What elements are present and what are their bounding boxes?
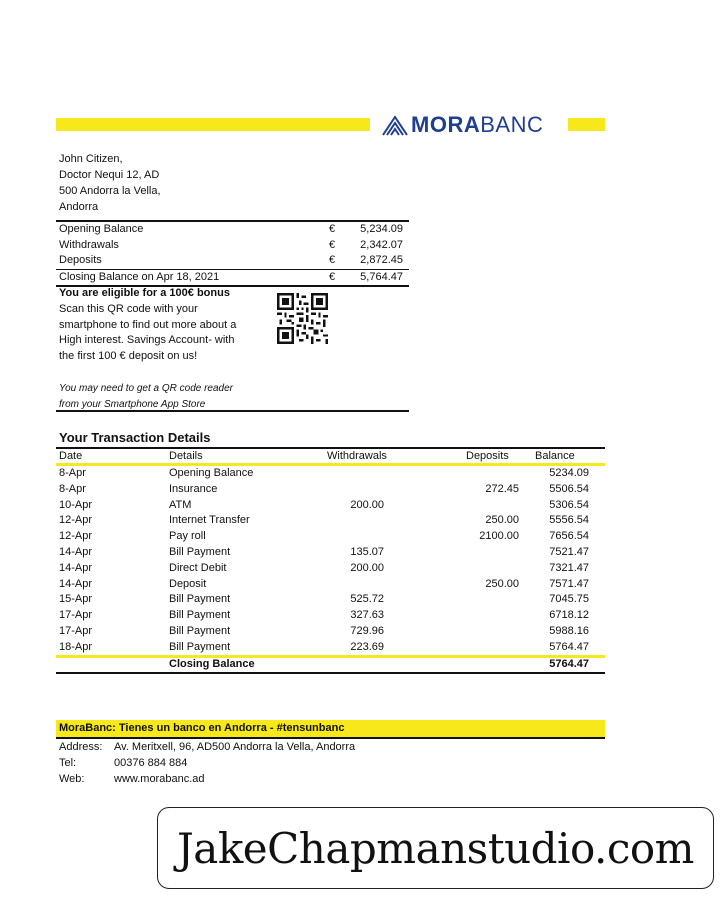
cell-details: Insurance xyxy=(169,482,218,495)
cell-date: 14-Apr xyxy=(59,545,93,558)
cell-date: 18-Apr xyxy=(59,640,93,653)
cell-balance: 7045.75 xyxy=(549,593,589,606)
customer-country: Andorra xyxy=(59,201,99,213)
cell-balance: 7571.47 xyxy=(549,577,589,590)
currency-symbol: € xyxy=(329,238,336,251)
bonus-text-line: Scan this QR code with your xyxy=(59,302,198,315)
table-row xyxy=(56,498,605,514)
header-yellow-bar-left xyxy=(56,118,370,131)
footer-address-row xyxy=(59,739,459,755)
bonus-heading: You are eligible for a 100€ bonus xyxy=(59,287,230,299)
cell-details: Internet Transfer xyxy=(169,514,250,527)
header-date: Date xyxy=(59,450,83,462)
cell-balance: 5556.54 xyxy=(549,514,589,527)
transactions-bottom-rule xyxy=(56,672,605,674)
address-value: Av. Meritxell, 96, AD500 Andorra la Vella, Andorra xyxy=(114,741,356,753)
qr-note-line: You may need to get a QR code reader xyxy=(59,383,233,394)
cell-date: 8-Apr xyxy=(59,482,86,495)
cell-details: Bill Payment xyxy=(169,640,231,653)
summary-value: 2,872.45 xyxy=(360,254,403,266)
cell-deposit: 272.45 xyxy=(485,482,519,495)
cell-details: Pay roll xyxy=(169,530,206,543)
footer-contact xyxy=(59,739,459,787)
cell-withdrawal: 223.69 xyxy=(350,640,384,653)
table-row xyxy=(56,624,605,640)
summary-row-opening xyxy=(56,222,409,238)
cell-date: 17-Apr xyxy=(59,624,93,637)
cell-details: Bill Payment xyxy=(169,593,231,606)
cell-details: Bill Payment xyxy=(169,545,231,558)
footer-slogan: MoraBanc: Tienes un banco en Andorra - #tensunbanc xyxy=(59,722,345,734)
cell-details: Opening Balance xyxy=(169,467,254,479)
table-row xyxy=(56,592,605,608)
logo-text-light: BANC xyxy=(480,112,544,137)
customer-name: John Citizen, xyxy=(59,153,123,165)
cell-withdrawal: 200.00 xyxy=(350,498,384,511)
summary-closing-label: Closing Balance on Apr 18, 2021 xyxy=(59,270,220,283)
cell-withdrawal: 729.96 xyxy=(350,624,384,637)
footer-tel-row xyxy=(59,755,459,771)
cell-balance: 7521.47 xyxy=(549,545,589,558)
bonus-divider xyxy=(56,410,409,412)
cell-withdrawal: 525.72 xyxy=(350,593,384,606)
transactions-title: Your Transaction Details xyxy=(59,430,211,445)
header-balance: Balance xyxy=(535,450,575,462)
bonus-text-line: smartphone to find out more about a xyxy=(59,318,237,331)
cell-details: Direct Debit xyxy=(169,561,227,574)
header-withdrawals: Withdrawals xyxy=(327,450,387,462)
cell-deposit: 250.00 xyxy=(485,514,519,527)
bank-logo xyxy=(382,112,543,138)
summary-value: 2,342.07 xyxy=(360,238,403,251)
qr-reader-note xyxy=(59,381,233,412)
cell-details: Bill Payment xyxy=(169,624,231,637)
table-row xyxy=(56,577,605,593)
bonus-text-line: High interest. Savings Account- with xyxy=(59,334,235,347)
summary-row-withdrawals xyxy=(56,238,409,254)
web-label: Web: xyxy=(59,773,85,785)
cell-details: Bill Payment xyxy=(169,609,231,622)
watermark-box xyxy=(157,807,714,889)
footer-web-row xyxy=(59,771,459,787)
qr-code-icon xyxy=(277,293,328,344)
closing-balance-label: Closing Balance xyxy=(169,658,255,670)
cell-withdrawal: 327.63 xyxy=(350,609,384,622)
currency-symbol: € xyxy=(329,270,336,283)
cell-balance: 5306.54 xyxy=(549,498,589,511)
customer-city: 500 Andorra la Vella, xyxy=(59,185,161,197)
transactions-closing-row xyxy=(56,658,605,672)
table-row xyxy=(56,640,605,656)
header-yellow-bar-right xyxy=(568,118,605,131)
cell-balance: 7656.54 xyxy=(549,530,589,543)
tel-label: Tel: xyxy=(59,757,77,769)
address-label: Address: xyxy=(59,741,103,753)
closing-balance-value: 5764.47 xyxy=(549,658,589,670)
qr-note-line: from your Smartphone App Store xyxy=(59,398,206,410)
cell-withdrawal: 135.07 xyxy=(350,545,384,558)
cell-details: Deposit xyxy=(169,577,207,590)
cell-date: 14-Apr xyxy=(59,577,93,590)
currency-symbol: € xyxy=(329,254,336,266)
cell-balance: 5506.54 xyxy=(549,482,589,495)
cell-date: 12-Apr xyxy=(59,530,93,543)
currency-symbol: € xyxy=(329,223,336,235)
account-summary xyxy=(56,220,409,287)
bonus-text-line: the first 100 € deposit on us! xyxy=(59,350,198,363)
cell-date: 15-Apr xyxy=(59,593,93,606)
customer-street: Doctor Nequi 12, AD xyxy=(59,169,160,181)
summary-label: Deposits xyxy=(59,254,102,266)
summary-closing-value: 5,764.47 xyxy=(360,270,403,283)
summary-value: 5,234.09 xyxy=(360,223,403,235)
summary-label: Opening Balance xyxy=(59,223,144,235)
header-deposits: Deposits xyxy=(466,450,509,462)
transactions-table-body xyxy=(56,466,605,656)
bonus-promo xyxy=(59,286,259,365)
header-details: Details xyxy=(169,450,203,462)
cell-date: 17-Apr xyxy=(59,609,93,622)
cell-balance: 5988.16 xyxy=(549,624,589,637)
table-row xyxy=(56,561,605,577)
cell-balance: 5234.09 xyxy=(549,467,589,479)
tel-value: 00376 884 884 xyxy=(114,757,188,769)
transactions-header-row xyxy=(56,449,605,463)
cell-deposit: 250.00 xyxy=(485,577,519,590)
summary-row-deposits xyxy=(56,253,409,269)
cell-deposit: 2100.00 xyxy=(479,530,519,543)
cell-date: 14-Apr xyxy=(59,561,93,574)
logo-text-bold: MORA xyxy=(411,112,481,137)
table-row xyxy=(56,608,605,624)
web-value[interactable]: www.morabanc.ad xyxy=(114,773,205,785)
cell-date: 12-Apr xyxy=(59,514,93,527)
summary-row-closing xyxy=(56,269,409,288)
table-row xyxy=(56,513,605,529)
morabanc-chevron-icon xyxy=(382,114,408,136)
cell-date: 10-Apr xyxy=(59,498,93,511)
cell-balance: 6718.12 xyxy=(549,609,589,622)
table-row xyxy=(56,545,605,561)
table-row xyxy=(56,466,605,482)
footer-slogan-band xyxy=(56,720,605,739)
watermark-text: JakeChapmanstudio.com xyxy=(176,823,695,873)
cell-date: 8-Apr xyxy=(59,467,86,479)
cell-balance: 5764.47 xyxy=(549,640,589,653)
summary-label: Withdrawals xyxy=(59,238,119,251)
cell-details: ATM xyxy=(169,498,192,511)
bank-logo-text xyxy=(411,114,543,136)
cell-withdrawal: 200.00 xyxy=(350,561,384,574)
table-row xyxy=(56,482,605,498)
customer-address xyxy=(59,151,161,215)
table-row xyxy=(56,529,605,545)
cell-balance: 7321.47 xyxy=(549,561,589,574)
